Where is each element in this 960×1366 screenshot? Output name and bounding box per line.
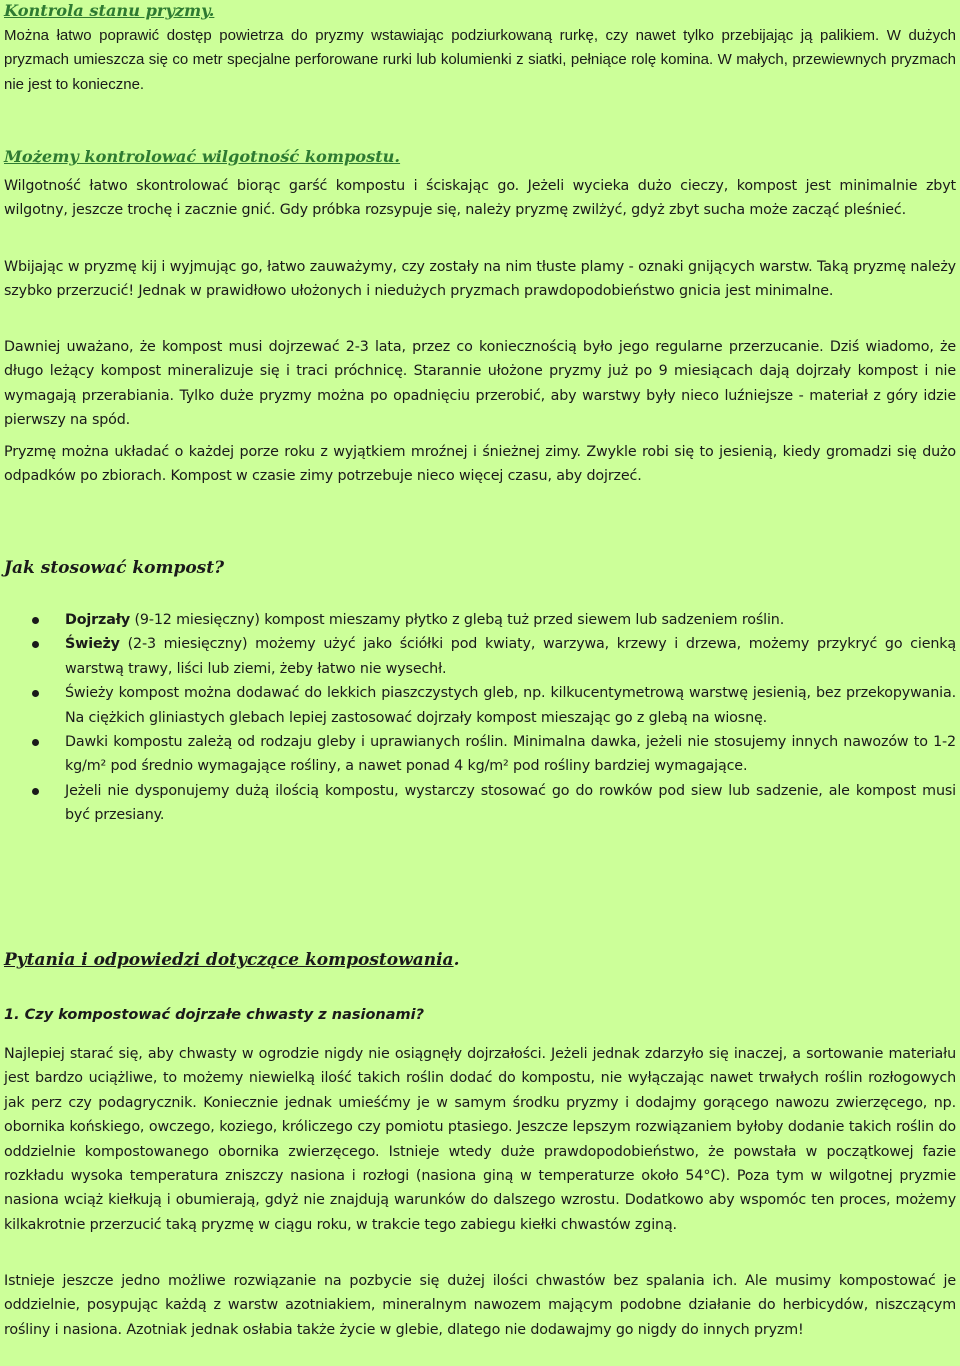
paragraph-kontrola: Można łatwo poprawić dostęp powietrza do pryzmy wstawiając podziurkowaną rurkę, czy nawet tylko przebijając ją palikiem. W dużych pryzmach umieszcza się co metr specjalne perforowane rurki lub kolumienki z siatki, pełniące rolę komina. W małych, przewiewnych pryzmach nie jest to konieczne.: [4, 27, 956, 93]
question-heading: 1. Czy kompostować dojrzałe chwasty z nasionami?: [4, 1007, 425, 1023]
section-heading-kontrola: Kontrola stanu pryzmy.: [4, 1, 215, 20]
list-item: [0, 730, 956, 779]
bullet-bold-term: Dojrzały: [65, 612, 131, 628]
paragraph-answer-2: Istnieje jeszcze jedno możliwe rozwiązanie na pozbycie się dużej ilości chwastów bez spalania ich. Ale musimy kompostować je oddzielnie, posypując każdą z warstw azotniakiem, mineralnym nawozem mającym podobne działanie do herbicydów, niszczącym rośliny i nasiona. Azotniak jednak osłabia także życie w glebie, dlatego nie dodawajmy go nigdy do innych pryzm!: [4, 1273, 956, 1338]
bullet-icon: [32, 690, 39, 697]
bullet-text: Jeżeli nie dysponujemy dużą ilością kompostu, wystarczy stosować go do rowków pod siew lub sadzenie, ale kompost musi być przesiany.: [65, 782, 956, 824]
bullet-text: (2-3 miesięczny) możemy użyć jako ściółki pod kwiaty, warzywa, krzewy i drzewa, możemy przykryć go cienką warstwą trawy, liści lub ziemi, żeby łatwo nie wysechł.: [65, 636, 956, 677]
bullet-text: Dawki kompostu zależą od rodzaju gleby i uprawianych roślin. Minimalna dawka, jeżeli nie stosujemy innych nawozów to 1-2 kg/m² pod średnio wymagające rośliny, a nawet ponad 4 kg/m² pod rośliny bardziej wymagające.: [65, 734, 956, 775]
list-item: [0, 779, 956, 828]
bullet-text: (9-12 miesięczny) kompost mieszamy płytko z glebą tuż przed siewem lub sadzeniem roślin.: [130, 612, 785, 628]
bullet-icon: [32, 739, 39, 746]
paragraph-answer-1: Najlepiej starać się, aby chwasty w ogrodzie nigdy nie osiągnęły dojrzałości. Jeżeli jednak zdarzyło się inaczej, a sortowanie materiału jest bardzo uciążliwe, to możemy niewielką ilość takich roślin dodać do kompostu, nie wyłączając nawet trwałych roślin rozłogowych jak perz czy podagrycznik. Koniecznie jednak umieśćmy je w samym środku pryzmy i dodajmy gorącego nawozu zwierzęcego, np. obornika końskiego, owczego, koziego, króliczego czy pomiotu ptasiego. Jeszcze lepszym rozwiązaniem byłoby dodanie takich roślin do oddzielnie kompostowanego obornika zwierzęcego. Istnieje wtedy duże prawdopodobieństwo, że powstała w początkowej fazie rozkładu wysoka temperatura zniszczy nasiona i rozłogi (nasiona giną w temperaturze około 54°C). Poza tym w wilgotnej pryzmie nasiona wciąż kiełkują i obumierają, gdyż nie znajdują warunków do dalszego wzrostu. Dodatkowo aby wspomóc ten proces, możemy kilkakrotnie przerzucić taką pryzmę w ciągu roku, w trakcie tego zabiegu kiełki chwastów zginą.: [4, 1046, 956, 1233]
list-item: [0, 681, 956, 730]
section-heading-wilgotnosc: Możemy kontrolować wilgotność kompostu.: [4, 147, 401, 166]
section-heading-jak-stosowac: Jak stosować kompost?: [4, 558, 225, 578]
bullet-icon: [32, 641, 39, 648]
pytania-heading-text: Pytania i odpowiedzi dotyczące kompostowania: [4, 950, 454, 970]
list-item: [0, 608, 956, 632]
bullet-text: Świeży kompost można dodawać do lekkich piaszczystych gleb, np. kilkucentymetrową warstwę jesienią, bez przekopywania. Na ciężkich gliniastych glebach lepiej zastosować dojrzały kompost mieszając go z glebą na wiosnę.: [65, 685, 956, 726]
bullet-bold-term: Świeży: [65, 636, 120, 653]
bullet-icon: [32, 617, 39, 624]
paragraph-wilgotnosc-3: Dawniej uważano, że kompost musi dojrzewać 2-3 lata, przez co koniecznością było jego regularne przerzucanie. Dziś wiadomo, że długo leżący kompost mineralizuje się i traci próchnicę. Starannie ułożone pryzmy już po 9 miesiącach dają dojrzały kompost i nie wymagają przerabiania. Tylko duże pryzmy można po opadnięciu przerobić, aby warstwy były nieco luźniejsze - materiał z góry idzie pierwszy na spód.: [4, 339, 956, 429]
paragraph-wilgotnosc-2: Wbijając w pryzmę kij i wyjmując go, łatwo zauważymy, czy zostały na nim tłuste plamy - oznaki gnijących warstw. Taką pryzmę należy szybko przerzucić! Jednak w prawidłowo ułożonych i niedużych pryzmach prawdopodobieństwo gnicia jest minimalne.: [4, 259, 956, 300]
usage-bullet-list: [0, 608, 956, 828]
list-item: [0, 632, 956, 681]
section-heading-pytania: [4, 949, 460, 971]
paragraph-wilgotnosc-1: Wilgotność łatwo skontrolować biorąc garść kompostu i ściskając go. Jeżeli wycieka dużo cieczy, kompost jest minimalnie zbyt wilgotny, jeszcze trochę i zacznie gnić. Gdy próbka rozsypuje się, należy pryzmę zwilżyć, gdyż zbyt sucha może zacząć pleśnieć.: [4, 178, 956, 219]
bullet-icon: [32, 788, 39, 795]
paragraph-wilgotnosc-4: Pryzmę można układać o każdej porze roku z wyjątkiem mroźnej i śnieżnej zimy. Zwykle robi się to jesienią, kiedy gromadzi się dużo odpadków po zbiorach. Kompost w czasie zimy potrzebuje nieco więcej czasu, aby dojrzeć.: [4, 444, 956, 485]
pytania-heading-suffix: .: [453, 950, 460, 970]
